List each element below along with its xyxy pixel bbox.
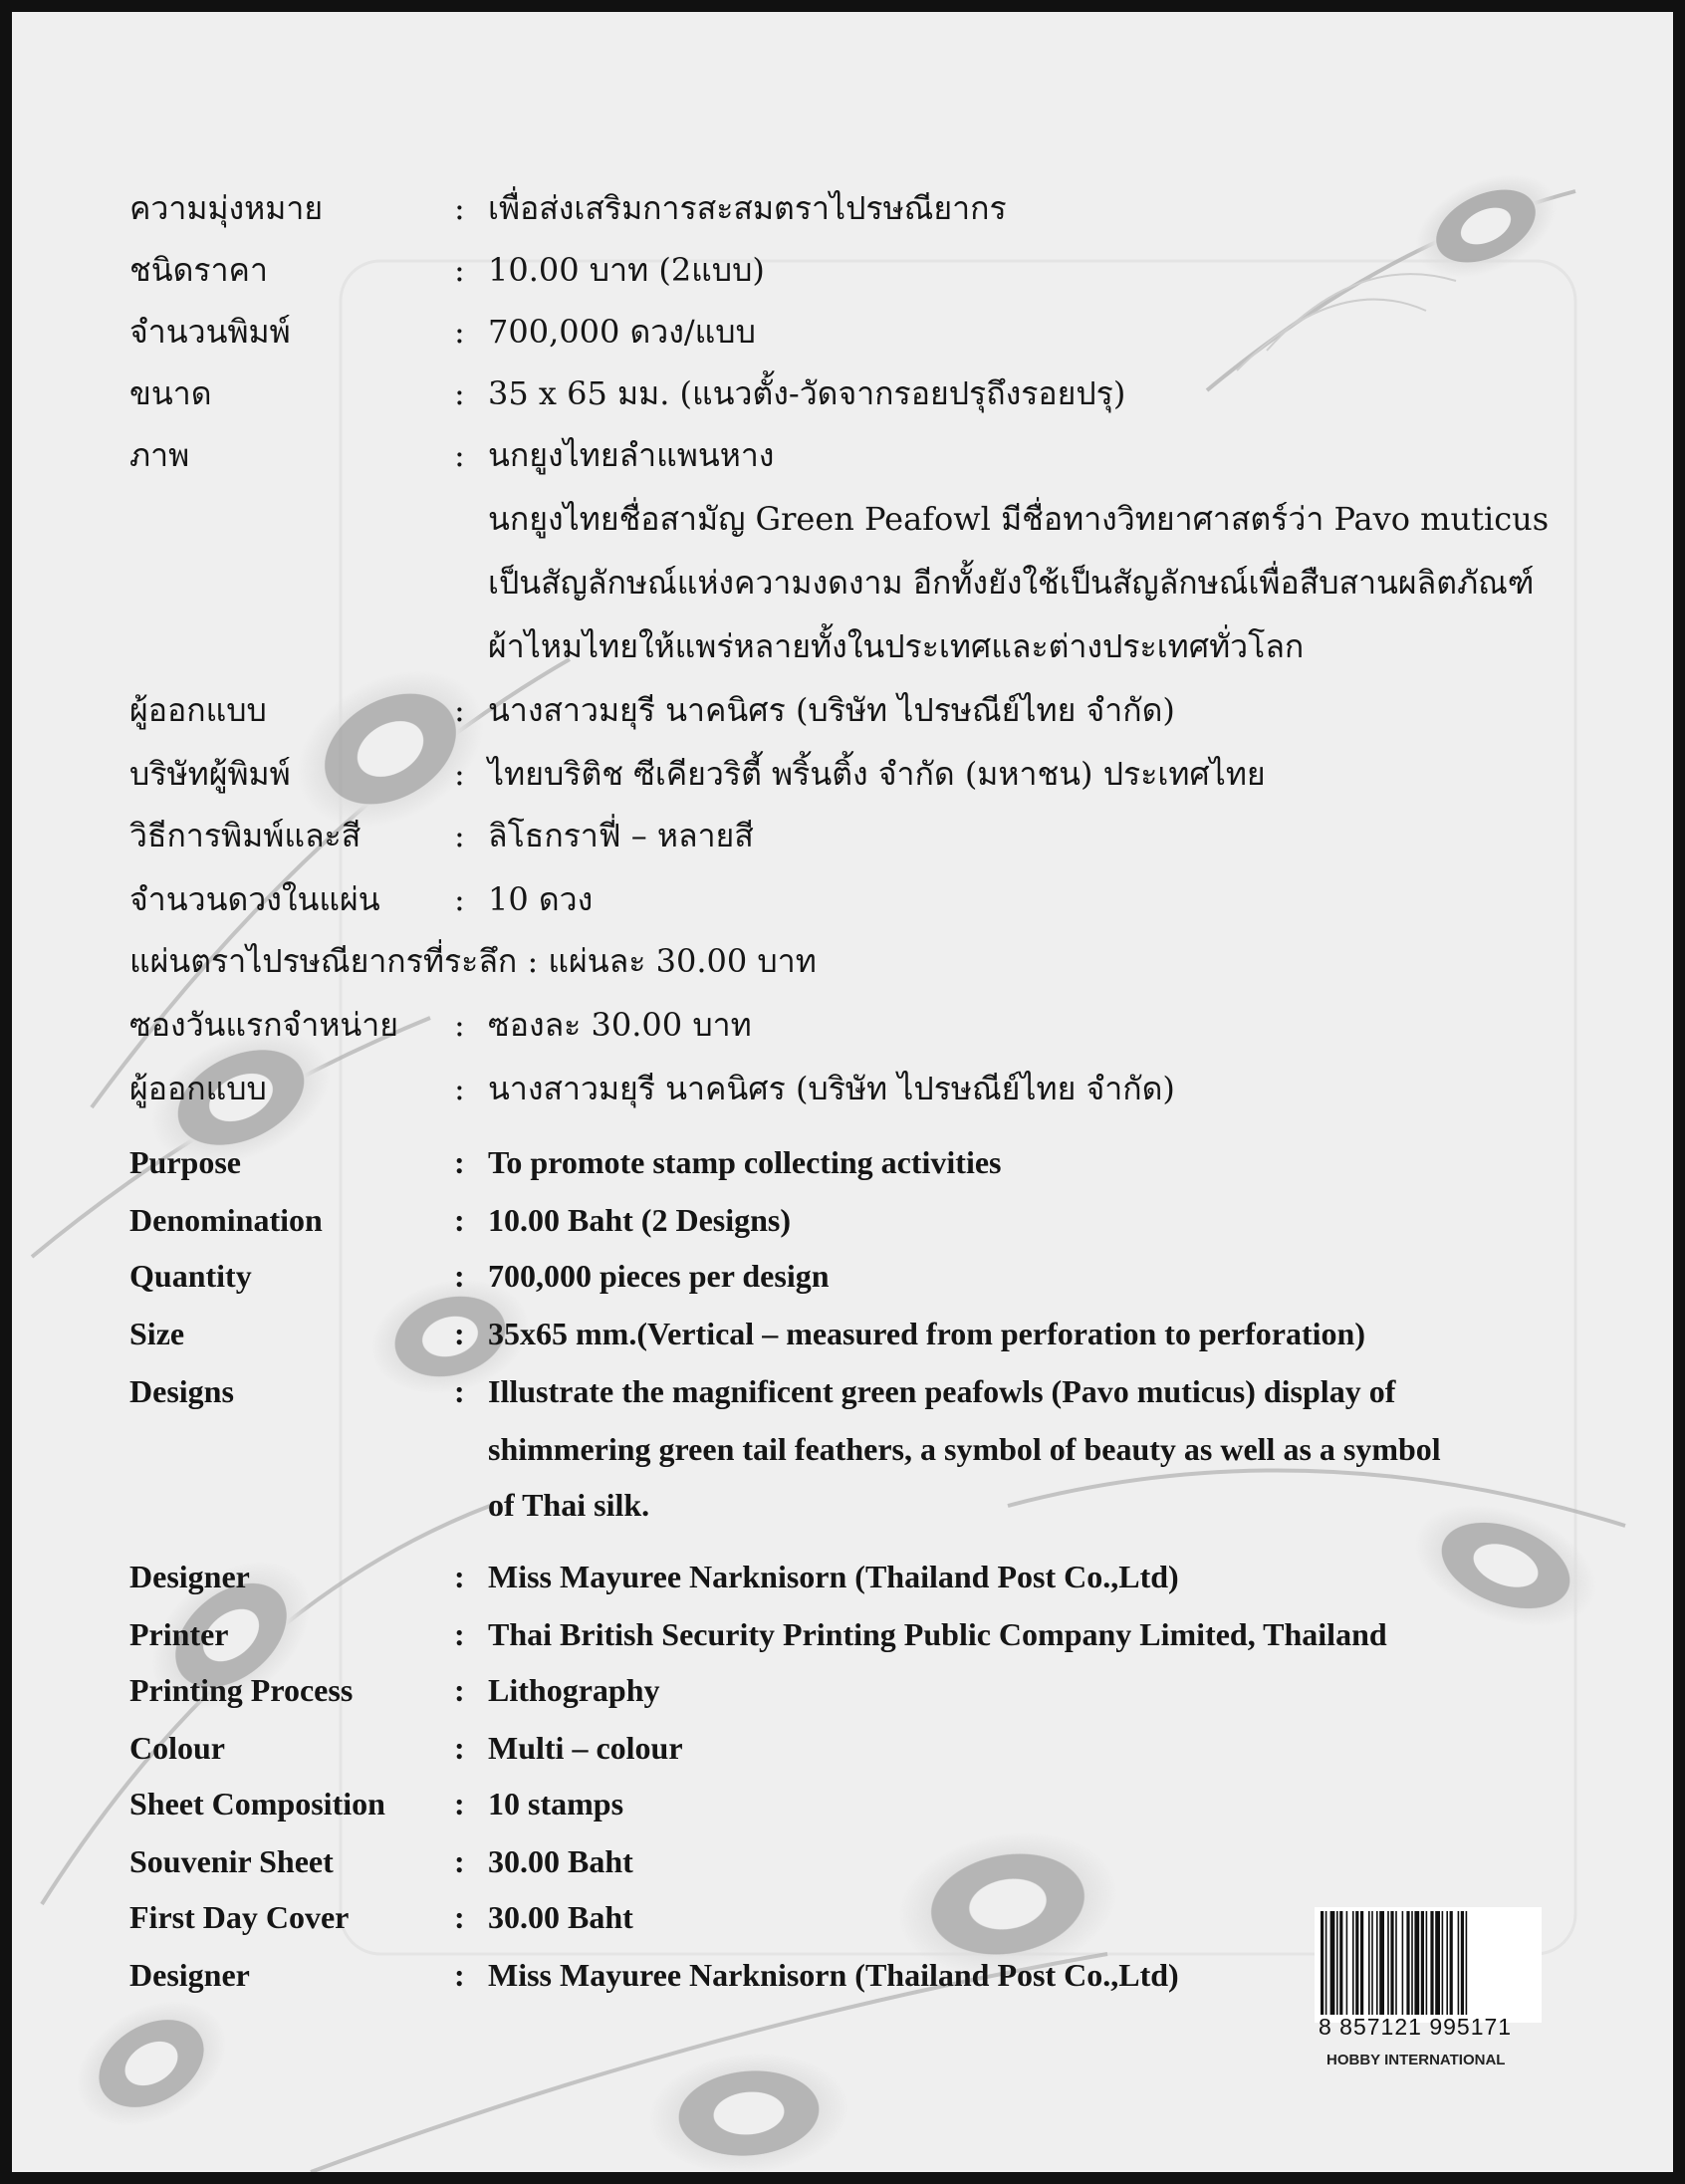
- field-value: 30.00 Baht: [488, 1843, 633, 1879]
- field-separator: :: [454, 1373, 465, 1409]
- field-separator: :: [454, 1957, 465, 1993]
- field-separator: :: [454, 1559, 465, 1594]
- field-value: Lithography: [488, 1672, 660, 1708]
- field-value: 35 x 65 มม. (แนวตั้ง-วัดจากรอยปรุถึงรอยปรุ): [488, 374, 1126, 412]
- field-label: ความมุ่งหมาย: [129, 189, 324, 227]
- field-label: จำนวนพิมพ์: [129, 313, 291, 351]
- field-separator: :: [454, 1316, 465, 1351]
- field-value-continued: shimmering green tail feathers, a symbol of beauty as well as a symbol: [488, 1431, 1441, 1467]
- field-separator: :: [454, 251, 465, 289]
- field-label: จำนวนดวงในแผ่น: [129, 880, 380, 918]
- field-value: 700,000 ดวง/แบบ: [488, 313, 756, 351]
- field-label: Colour: [129, 1730, 225, 1766]
- field-value: นางสาวมยุรี นาคนิศร (บริษัท ไปรษณีย์ไทย จำกัด): [488, 691, 1175, 729]
- field-separator: :: [454, 691, 465, 729]
- field-label: Designs: [129, 1373, 234, 1409]
- field-value: ลิโธกราฟี่ – หลายสี: [488, 817, 754, 854]
- field-separator: :: [454, 1786, 465, 1821]
- field-value-continued: นกยูงไทยชื่อสามัญ Green Peafowl มีชื่อทางวิทยาศาสตร์ว่า Pavo muticus: [488, 500, 1550, 538]
- stamp-info-sheet: [12, 12, 1673, 2172]
- field-separator: :: [454, 374, 465, 412]
- field-value: 30.00 Baht: [488, 1899, 633, 1935]
- barcode: [1315, 1907, 1542, 2023]
- feather-top-right: [1207, 154, 1575, 390]
- field-label: ชนิดราคา: [129, 251, 268, 289]
- field-value: นางสาวมยุรี นาคนิศร (บริษัท ไปรษณีย์ไทย จำกัด): [488, 1070, 1175, 1107]
- field-value-continued: of Thai silk.: [488, 1487, 650, 1523]
- barcode-brand: HOBBY INTERNATIONAL: [1326, 2052, 1506, 2068]
- field-value: 700,000 pieces per design: [488, 1258, 830, 1294]
- field-label: Printer: [129, 1616, 229, 1652]
- field-separator: :: [454, 1616, 465, 1652]
- field-value: นกยูงไทยลำแพนหาง: [488, 436, 775, 474]
- field-label: วิธีการพิมพ์และสี: [129, 817, 361, 854]
- field-value: เพื่อส่งเสริมการสะสมตราไปรษณียากร: [488, 189, 1007, 227]
- field-value: Thai British Security Printing Public Company Limited, Thailand: [488, 1616, 1387, 1652]
- field-value: 10.00 บาท (2แบบ): [488, 251, 765, 289]
- field-separator: :: [454, 880, 465, 918]
- field-label: Souvenir Sheet: [129, 1843, 334, 1879]
- field-separator: :: [454, 1202, 465, 1238]
- field-label: Denomination: [129, 1202, 323, 1238]
- field-label: Designer: [129, 1559, 250, 1594]
- field-separator: :: [454, 1258, 465, 1294]
- field-value: Illustrate the magnificent green peafowls (Pavo muticus) display of: [488, 1373, 1396, 1409]
- field-separator: :: [454, 1899, 465, 1935]
- field-label: Quantity: [129, 1258, 252, 1294]
- field-line: แผ่นตราไปรษณียากรที่ระลึก : แผ่นละ 30.00 บาท: [129, 942, 817, 980]
- field-separator: :: [454, 1070, 465, 1107]
- field-separator: :: [454, 755, 465, 793]
- field-separator: :: [454, 436, 465, 474]
- field-label: บริษัทผู้พิมพ์: [129, 755, 291, 793]
- field-label: ซองวันแรกจำหน่าย: [129, 1006, 398, 1044]
- field-value: 10 stamps: [488, 1786, 624, 1821]
- field-label: Size: [129, 1316, 185, 1351]
- field-label: ภาพ: [129, 436, 190, 474]
- field-value: Miss Mayuree Narknisorn (Thailand Post Co.,Ltd): [488, 1559, 1179, 1594]
- field-separator: :: [454, 1144, 465, 1180]
- field-label: Purpose: [129, 1144, 241, 1180]
- field-value: ซองละ 30.00 บาท: [488, 1006, 752, 1044]
- field-label: Printing Process: [129, 1672, 354, 1708]
- field-value: 35x65 mm.(Vertical – measured from perforation to perforation): [488, 1316, 1365, 1351]
- field-value: Multi – colour: [488, 1730, 683, 1766]
- field-label: Sheet Composition: [129, 1786, 385, 1821]
- field-label: Designer: [129, 1957, 250, 1993]
- field-separator: :: [454, 1672, 465, 1708]
- field-label: First Day Cover: [129, 1899, 350, 1935]
- field-separator: :: [454, 189, 465, 227]
- field-label: ผู้ออกแบบ: [129, 1070, 267, 1107]
- field-value: To promote stamp collecting activities: [488, 1144, 1002, 1180]
- field-separator: :: [454, 817, 465, 854]
- field-value-continued: ผ้าไหมไทยให้แพร่หลายทั้งในประเทศและต่างประเทศทั่วโลก: [488, 627, 1305, 665]
- field-value: ไทยบริติช ซีเคียวริตี้ พริ้นติ้ง จำกัด (มหาชน) ประเทศไทย: [488, 755, 1266, 793]
- barcode-digits: 8 857121 995171: [1319, 2014, 1513, 2040]
- field-separator: :: [454, 1006, 465, 1044]
- field-separator: :: [454, 1843, 465, 1879]
- field-label: ผู้ออกแบบ: [129, 691, 267, 729]
- field-separator: :: [454, 313, 465, 351]
- field-value: Miss Mayuree Narknisorn (Thailand Post Co.,Ltd): [488, 1957, 1179, 1993]
- field-value-continued: เป็นสัญลักษณ์แห่งความงดงาม อีกทั้งยังใช้เป็นสัญลักษณ์เพื่อสืบสานผลิตภัณฑ์: [488, 564, 1535, 602]
- field-label: ขนาด: [129, 374, 212, 412]
- field-value: 10.00 Baht (2 Designs): [488, 1202, 792, 1238]
- field-separator: :: [454, 1730, 465, 1766]
- field-value: 10 ดวง: [488, 880, 594, 918]
